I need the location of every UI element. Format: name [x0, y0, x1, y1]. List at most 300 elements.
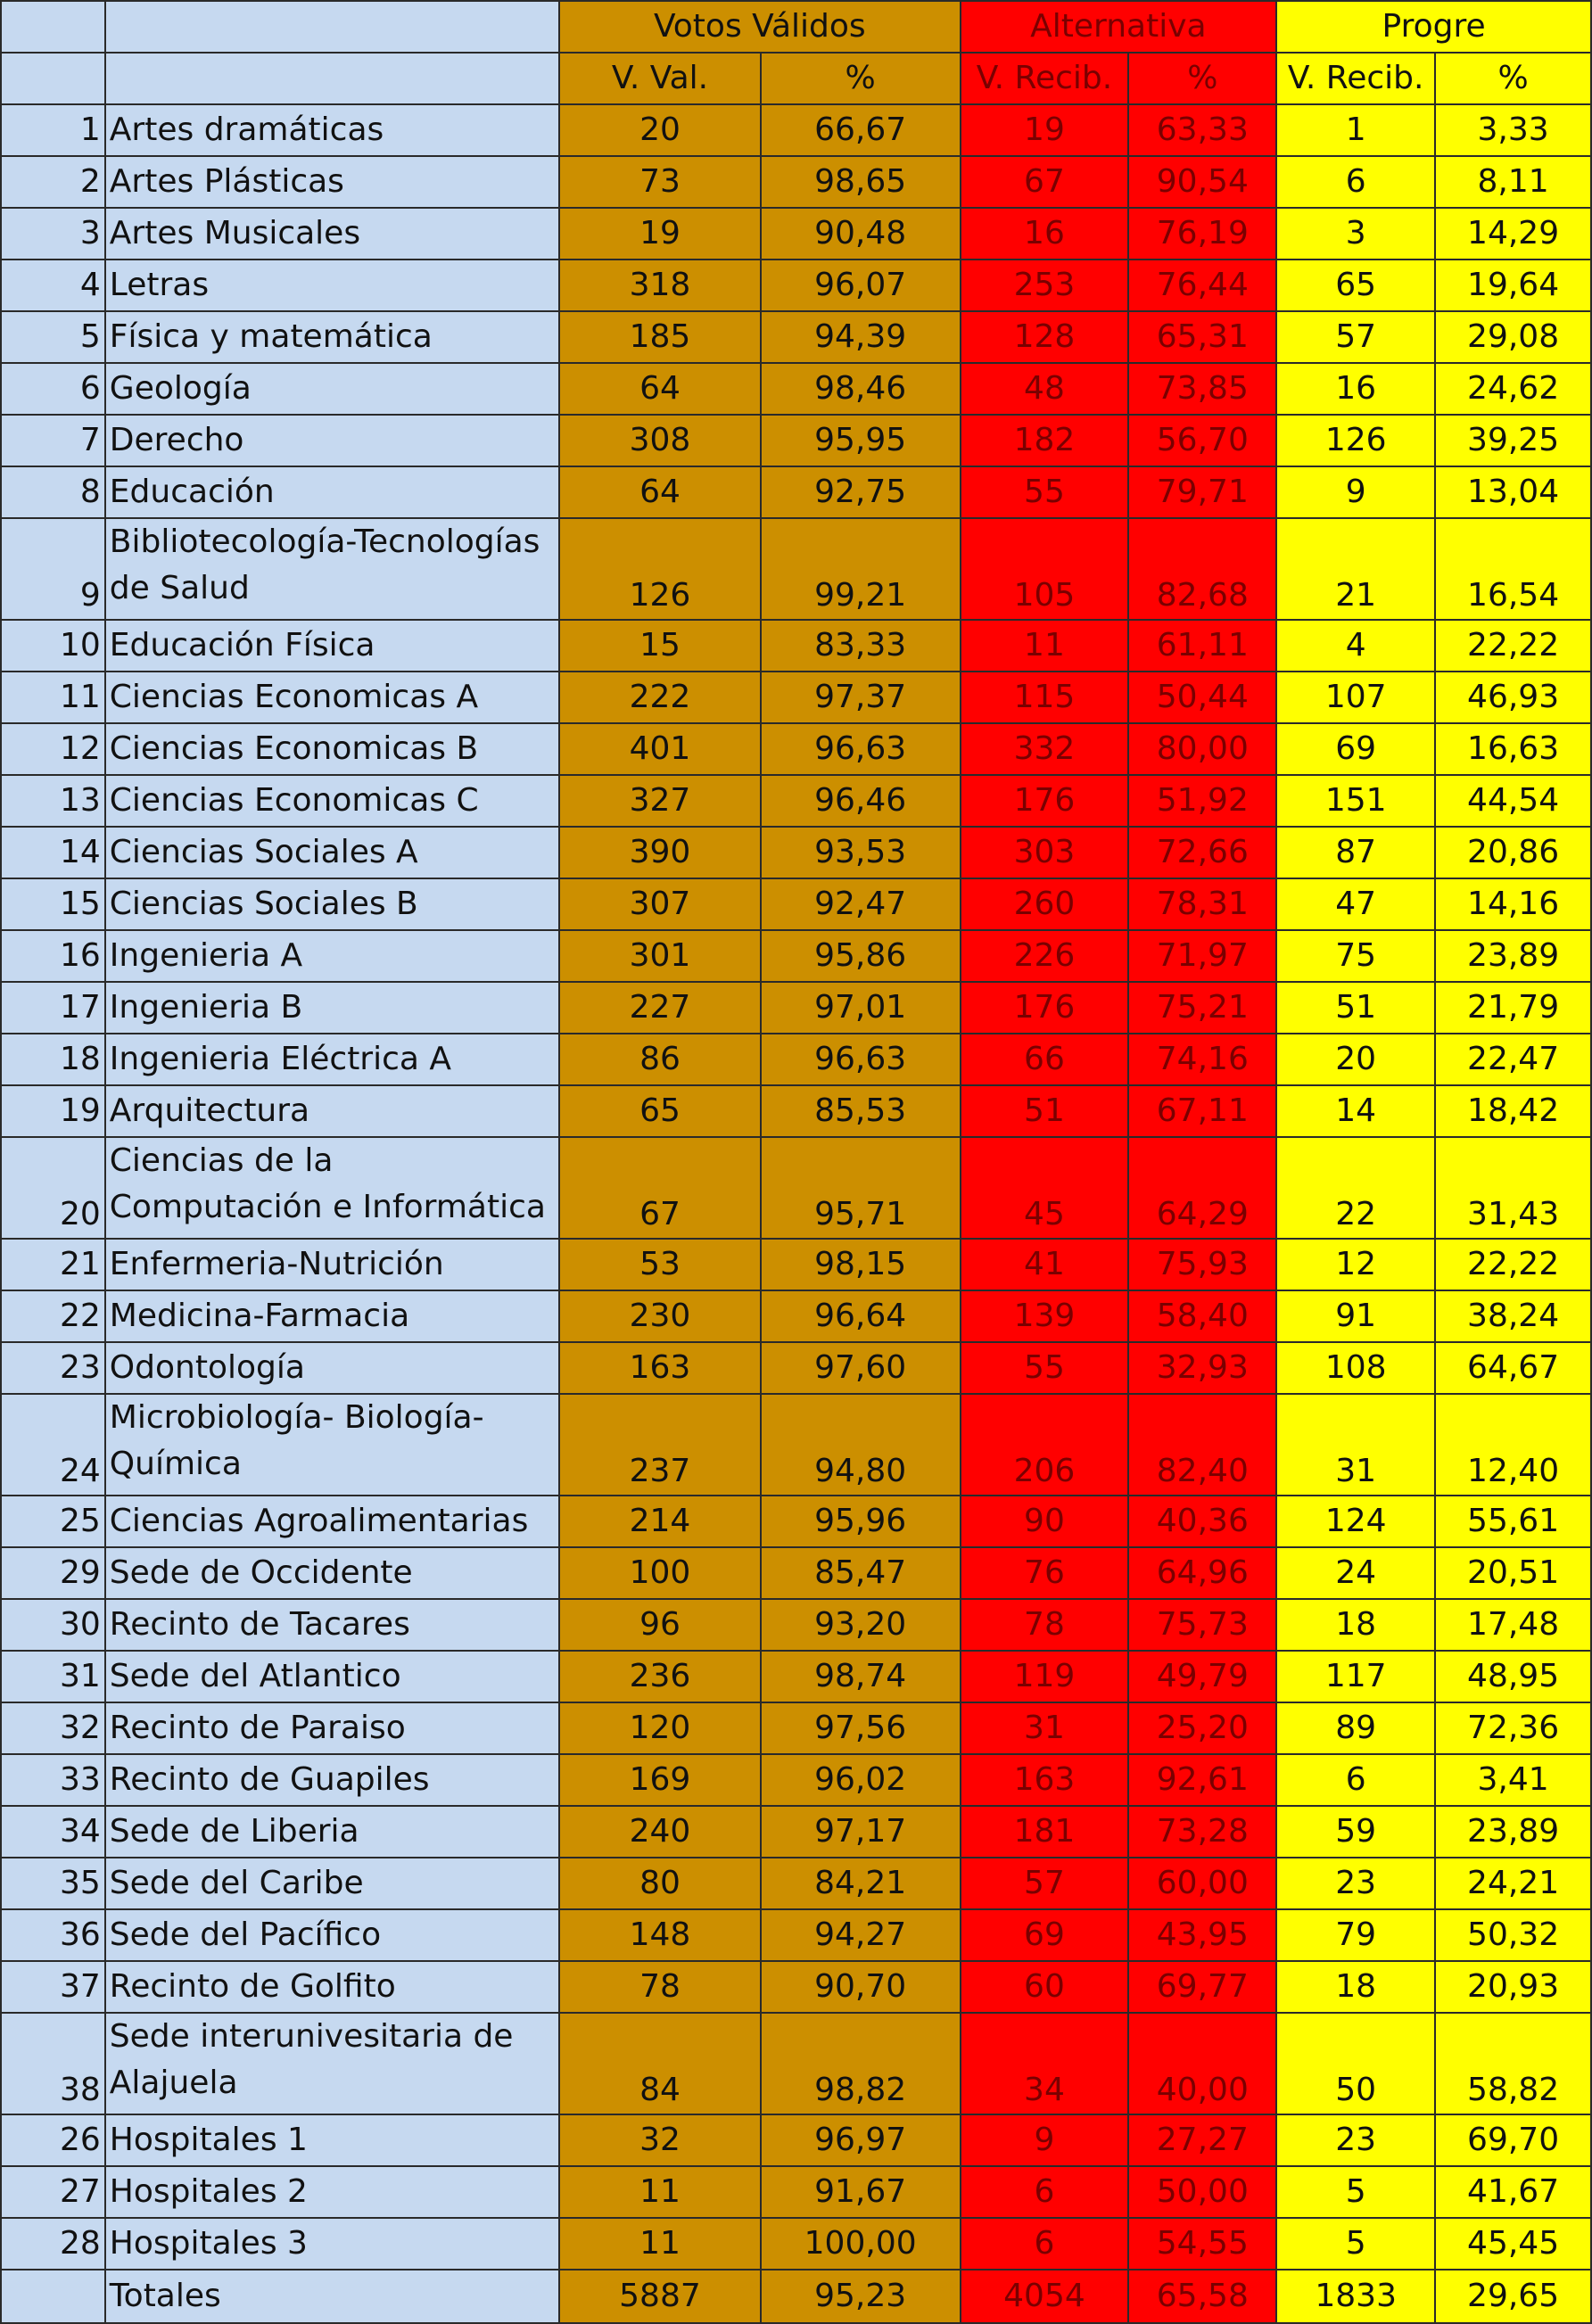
alternativa-pct-cell[interactable]: 32,93 [1128, 1342, 1276, 1394]
totals-alternativa-pct-cell[interactable]: 65,58 [1128, 2270, 1276, 2323]
progre-recib-cell[interactable]: 57 [1276, 311, 1435, 363]
row-number-cell[interactable]: 25 [1, 1496, 105, 1547]
alternativa-recib-cell[interactable]: 78 [961, 1599, 1129, 1651]
totals-votos-validos-cell[interactable]: 5887 [559, 2270, 761, 2323]
progre-recib-cell[interactable]: 107 [1276, 672, 1435, 723]
alternativa-pct-cell[interactable]: 51,92 [1128, 775, 1276, 827]
votos-validos-pct-cell[interactable]: 96,64 [761, 1290, 961, 1342]
votos-validos-cell[interactable]: 227 [559, 982, 761, 1034]
faculty-name-cell[interactable]: Sede del Pacífico [105, 1909, 559, 1961]
alternativa-recib-cell[interactable]: 139 [961, 1290, 1129, 1342]
progre-pct-cell[interactable]: 24,21 [1435, 1858, 1591, 1909]
progre-recib-cell[interactable]: 9 [1276, 466, 1435, 518]
faculty-name-cell[interactable]: Recinto de Paraiso [105, 1702, 559, 1754]
alternativa-recib-cell[interactable]: 57 [961, 1858, 1129, 1909]
alternativa-recib-cell[interactable]: 11 [961, 620, 1129, 672]
progre-pct-cell[interactable]: 20,93 [1435, 1961, 1591, 2013]
progre-recib-cell[interactable]: 65 [1276, 260, 1435, 311]
row-number-cell[interactable]: 35 [1, 1858, 105, 1909]
alternativa-recib-cell[interactable]: 45 [961, 1137, 1129, 1239]
row-number-cell[interactable]: 6 [1, 363, 105, 415]
faculty-name-cell[interactable]: Arquitectura [105, 1085, 559, 1137]
progre-recib-cell[interactable]: 47 [1276, 878, 1435, 930]
progre-recib-cell[interactable]: 5 [1276, 2218, 1435, 2270]
alternativa-pct-cell[interactable]: 73,85 [1128, 363, 1276, 415]
votos-validos-cell[interactable]: 230 [559, 1290, 761, 1342]
row-number-cell[interactable]: 2 [1, 156, 105, 208]
row-number-cell[interactable]: 36 [1, 1909, 105, 1961]
alternativa-pct-cell[interactable]: 67,11 [1128, 1085, 1276, 1137]
progre-recib-cell[interactable]: 4 [1276, 620, 1435, 672]
totals-alternativa-recib-cell[interactable]: 4054 [961, 2270, 1129, 2323]
alternativa-recib-cell[interactable]: 60 [961, 1961, 1129, 2013]
faculty-name-cell[interactable]: Recinto de Guapiles [105, 1754, 559, 1806]
faculty-name-cell[interactable]: Derecho [105, 415, 559, 466]
header-corner-cell[interactable] [1, 1, 105, 53]
alternativa-recib-cell[interactable]: 16 [961, 208, 1129, 260]
alternativa-pct-cell[interactable]: 27,27 [1128, 2114, 1276, 2166]
progre-pct-cell[interactable]: 22,22 [1435, 1239, 1591, 1290]
votos-validos-pct-cell[interactable]: 98,46 [761, 363, 961, 415]
votos-validos-pct-cell[interactable]: 94,39 [761, 311, 961, 363]
faculty-name-cell[interactable]: Odontología [105, 1342, 559, 1394]
votos-validos-pct-cell[interactable]: 98,74 [761, 1651, 961, 1702]
votos-validos-cell[interactable]: 148 [559, 1909, 761, 1961]
votos-validos-pct-cell[interactable]: 95,86 [761, 930, 961, 982]
votos-validos-pct-cell[interactable]: 83,33 [761, 620, 961, 672]
votos-validos-pct-cell[interactable]: 98,15 [761, 1239, 961, 1290]
alternativa-recib-cell[interactable]: 182 [961, 415, 1129, 466]
votos-validos-cell[interactable]: 84 [559, 2013, 761, 2114]
votos-validos-cell[interactable]: 301 [559, 930, 761, 982]
votos-validos-pct-cell[interactable]: 97,56 [761, 1702, 961, 1754]
progre-pct-cell[interactable]: 23,89 [1435, 930, 1591, 982]
row-number-cell[interactable]: 13 [1, 775, 105, 827]
alternativa-recib-cell[interactable]: 115 [961, 672, 1129, 723]
faculty-name-cell[interactable]: Sede de Occidente [105, 1547, 559, 1599]
faculty-name-cell[interactable]: Sede del Caribe [105, 1858, 559, 1909]
alternativa-pct-cell[interactable]: 40,36 [1128, 1496, 1276, 1547]
alternativa-pct-cell[interactable]: 82,40 [1128, 1394, 1276, 1496]
row-number-cell[interactable]: 33 [1, 1754, 105, 1806]
progre-recib-cell[interactable]: 3 [1276, 208, 1435, 260]
row-number-cell[interactable]: 26 [1, 2114, 105, 2166]
alternativa-pct-cell[interactable]: 75,73 [1128, 1599, 1276, 1651]
progre-recib-cell[interactable]: 18 [1276, 1599, 1435, 1651]
alternativa-pct-cell[interactable]: 78,31 [1128, 878, 1276, 930]
row-number-cell[interactable]: 34 [1, 1806, 105, 1858]
progre-recib-cell[interactable]: 23 [1276, 2114, 1435, 2166]
alternativa-recib-cell[interactable]: 176 [961, 982, 1129, 1034]
progre-pct-cell[interactable]: 69,70 [1435, 2114, 1591, 2166]
row-number-cell[interactable]: 10 [1, 620, 105, 672]
alternativa-pct-cell[interactable]: 43,95 [1128, 1909, 1276, 1961]
progre-pct-cell[interactable]: 14,16 [1435, 878, 1591, 930]
votos-validos-cell[interactable]: 67 [559, 1137, 761, 1239]
alternativa-recib-cell[interactable]: 34 [961, 2013, 1129, 2114]
totals-blank-cell[interactable] [1, 2270, 105, 2323]
alternativa-recib-cell[interactable]: 303 [961, 827, 1129, 878]
alternativa-pct-cell[interactable]: 64,96 [1128, 1547, 1276, 1599]
progre-pct-cell[interactable]: 3,41 [1435, 1754, 1591, 1806]
alternativa-recib-cell[interactable]: 6 [961, 2166, 1129, 2218]
progre-pct-cell[interactable]: 38,24 [1435, 1290, 1591, 1342]
row-number-cell[interactable]: 37 [1, 1961, 105, 2013]
alternativa-recib-cell[interactable]: 226 [961, 930, 1129, 982]
votos-validos-pct-cell[interactable]: 90,48 [761, 208, 961, 260]
progre-pct-cell[interactable]: 44,54 [1435, 775, 1591, 827]
votos-validos-cell[interactable]: 214 [559, 1496, 761, 1547]
progre-recib-cell[interactable]: 75 [1276, 930, 1435, 982]
header-alternativa[interactable]: Alternativa [961, 1, 1277, 53]
votos-validos-pct-cell[interactable]: 97,37 [761, 672, 961, 723]
row-number-cell[interactable]: 17 [1, 982, 105, 1034]
votos-validos-cell[interactable]: 96 [559, 1599, 761, 1651]
progre-pct-cell[interactable]: 31,43 [1435, 1137, 1591, 1239]
alternativa-pct-cell[interactable]: 40,00 [1128, 2013, 1276, 2114]
alternativa-pct-cell[interactable]: 90,54 [1128, 156, 1276, 208]
progre-pct-cell[interactable]: 50,32 [1435, 1909, 1591, 1961]
votos-validos-pct-cell[interactable]: 92,47 [761, 878, 961, 930]
votos-validos-pct-cell[interactable]: 85,47 [761, 1547, 961, 1599]
alternativa-pct-cell[interactable]: 80,00 [1128, 723, 1276, 775]
votos-validos-pct-cell[interactable]: 95,71 [761, 1137, 961, 1239]
row-number-cell[interactable]: 12 [1, 723, 105, 775]
faculty-name-cell[interactable]: Hospitales 1 [105, 2114, 559, 2166]
faculty-name-cell[interactable]: Ingenieria Eléctrica A [105, 1034, 559, 1085]
alternativa-recib-cell[interactable]: 163 [961, 1754, 1129, 1806]
alternativa-recib-cell[interactable]: 181 [961, 1806, 1129, 1858]
votos-validos-cell[interactable]: 73 [559, 156, 761, 208]
votos-validos-cell[interactable]: 86 [559, 1034, 761, 1085]
votos-validos-pct-cell[interactable]: 95,95 [761, 415, 961, 466]
progre-pct-cell[interactable]: 18,42 [1435, 1085, 1591, 1137]
faculty-name-cell[interactable]: Sede interunivesitaria de Alajuela [105, 2013, 559, 2114]
alternativa-pct-cell[interactable]: 61,11 [1128, 620, 1276, 672]
votos-validos-cell[interactable]: 327 [559, 775, 761, 827]
header-progre[interactable]: Progre [1276, 1, 1591, 53]
progre-recib-cell[interactable]: 69 [1276, 723, 1435, 775]
votos-validos-pct-cell[interactable]: 99,21 [761, 518, 961, 620]
subheader-v-val[interactable]: V. Val. [559, 53, 761, 104]
votos-validos-pct-cell[interactable]: 97,60 [761, 1342, 961, 1394]
subheader-alt-recib[interactable]: V. Recib. [961, 53, 1129, 104]
votos-validos-pct-cell[interactable]: 93,20 [761, 1599, 961, 1651]
faculty-name-cell[interactable]: Ciencias Economicas C [105, 775, 559, 827]
alternativa-recib-cell[interactable]: 119 [961, 1651, 1129, 1702]
alternativa-pct-cell[interactable]: 56,70 [1128, 415, 1276, 466]
progre-pct-cell[interactable]: 29,08 [1435, 311, 1591, 363]
progre-recib-cell[interactable]: 31 [1276, 1394, 1435, 1496]
votos-validos-cell[interactable]: 236 [559, 1651, 761, 1702]
progre-pct-cell[interactable]: 58,82 [1435, 2013, 1591, 2114]
votos-validos-pct-cell[interactable]: 96,63 [761, 723, 961, 775]
faculty-name-cell[interactable]: Educación [105, 466, 559, 518]
votos-validos-cell[interactable]: 15 [559, 620, 761, 672]
row-number-cell[interactable]: 30 [1, 1599, 105, 1651]
faculty-name-cell[interactable]: Microbiología- Biología-Química [105, 1394, 559, 1496]
progre-recib-cell[interactable]: 24 [1276, 1547, 1435, 1599]
votos-validos-cell[interactable]: 318 [559, 260, 761, 311]
subheader-blank-cell[interactable] [105, 53, 559, 104]
progre-pct-cell[interactable]: 24,62 [1435, 363, 1591, 415]
subheader-alt-pct[interactable]: % [1128, 53, 1276, 104]
faculty-name-cell[interactable]: Ciencias Economicas A [105, 672, 559, 723]
votos-validos-pct-cell[interactable]: 96,46 [761, 775, 961, 827]
alternativa-recib-cell[interactable]: 260 [961, 878, 1129, 930]
row-number-cell[interactable]: 11 [1, 672, 105, 723]
alternativa-recib-cell[interactable]: 55 [961, 466, 1129, 518]
votos-validos-cell[interactable]: 11 [559, 2166, 761, 2218]
alternativa-pct-cell[interactable]: 74,16 [1128, 1034, 1276, 1085]
row-number-cell[interactable]: 1 [1, 104, 105, 156]
progre-pct-cell[interactable]: 3,33 [1435, 104, 1591, 156]
votos-validos-cell[interactable]: 237 [559, 1394, 761, 1496]
progre-pct-cell[interactable]: 19,64 [1435, 260, 1591, 311]
alternativa-recib-cell[interactable]: 55 [961, 1342, 1129, 1394]
progre-pct-cell[interactable]: 64,67 [1435, 1342, 1591, 1394]
progre-recib-cell[interactable]: 21 [1276, 518, 1435, 620]
faculty-name-cell[interactable]: Ciencias de la Computación e Informática [105, 1137, 559, 1239]
faculty-name-cell[interactable]: Hospitales 3 [105, 2218, 559, 2270]
alternativa-recib-cell[interactable]: 51 [961, 1085, 1129, 1137]
votos-validos-pct-cell[interactable]: 85,53 [761, 1085, 961, 1137]
alternativa-pct-cell[interactable]: 50,00 [1128, 2166, 1276, 2218]
faculty-name-cell[interactable]: Ciencias Agroalimentarias [105, 1496, 559, 1547]
progre-recib-cell[interactable]: 79 [1276, 1909, 1435, 1961]
progre-recib-cell[interactable]: 20 [1276, 1034, 1435, 1085]
row-number-cell[interactable]: 3 [1, 208, 105, 260]
votos-validos-cell[interactable]: 240 [559, 1806, 761, 1858]
alternativa-recib-cell[interactable]: 31 [961, 1702, 1129, 1754]
alternativa-recib-cell[interactable]: 48 [961, 363, 1129, 415]
header-votos-validos[interactable]: Votos Válidos [559, 1, 960, 53]
progre-pct-cell[interactable]: 48,95 [1435, 1651, 1591, 1702]
alternativa-pct-cell[interactable]: 72,66 [1128, 827, 1276, 878]
progre-recib-cell[interactable]: 117 [1276, 1651, 1435, 1702]
row-number-cell[interactable]: 38 [1, 2013, 105, 2114]
votos-validos-cell[interactable]: 390 [559, 827, 761, 878]
votos-validos-pct-cell[interactable]: 97,17 [761, 1806, 961, 1858]
progre-pct-cell[interactable]: 16,63 [1435, 723, 1591, 775]
faculty-name-cell[interactable]: Ingenieria A [105, 930, 559, 982]
votos-validos-cell[interactable]: 53 [559, 1239, 761, 1290]
votos-validos-pct-cell[interactable]: 90,70 [761, 1961, 961, 2013]
row-number-cell[interactable]: 27 [1, 2166, 105, 2218]
votos-validos-cell[interactable]: 185 [559, 311, 761, 363]
faculty-name-cell[interactable]: Recinto de Golfito [105, 1961, 559, 2013]
progre-recib-cell[interactable]: 18 [1276, 1961, 1435, 2013]
progre-recib-cell[interactable]: 91 [1276, 1290, 1435, 1342]
row-number-cell[interactable]: 14 [1, 827, 105, 878]
alternativa-pct-cell[interactable]: 54,55 [1128, 2218, 1276, 2270]
faculty-name-cell[interactable]: Ciencias Sociales A [105, 827, 559, 878]
alternativa-pct-cell[interactable]: 65,31 [1128, 311, 1276, 363]
progre-pct-cell[interactable]: 46,93 [1435, 672, 1591, 723]
progre-pct-cell[interactable]: 16,54 [1435, 518, 1591, 620]
alternativa-recib-cell[interactable]: 69 [961, 1909, 1129, 1961]
row-number-cell[interactable]: 22 [1, 1290, 105, 1342]
progre-pct-cell[interactable]: 21,79 [1435, 982, 1591, 1034]
alternativa-recib-cell[interactable]: 332 [961, 723, 1129, 775]
alternativa-pct-cell[interactable]: 50,44 [1128, 672, 1276, 723]
row-number-cell[interactable]: 28 [1, 2218, 105, 2270]
votos-validos-cell[interactable]: 78 [559, 1961, 761, 2013]
alternativa-pct-cell[interactable]: 63,33 [1128, 104, 1276, 156]
faculty-name-cell[interactable]: Ciencias Sociales B [105, 878, 559, 930]
totals-votos-validos-pct-cell[interactable]: 95,23 [761, 2270, 961, 2323]
votos-validos-pct-cell[interactable]: 98,65 [761, 156, 961, 208]
totals-label-cell[interactable]: Totales [105, 2270, 559, 2323]
faculty-name-cell[interactable]: Artes dramáticas [105, 104, 559, 156]
progre-pct-cell[interactable]: 72,36 [1435, 1702, 1591, 1754]
subheader-corner-cell[interactable] [1, 53, 105, 104]
faculty-name-cell[interactable]: Enfermeria-Nutrición [105, 1239, 559, 1290]
votos-validos-cell[interactable]: 163 [559, 1342, 761, 1394]
row-number-cell[interactable]: 18 [1, 1034, 105, 1085]
progre-pct-cell[interactable]: 8,11 [1435, 156, 1591, 208]
progre-recib-cell[interactable]: 6 [1276, 156, 1435, 208]
progre-pct-cell[interactable]: 39,25 [1435, 415, 1591, 466]
faculty-name-cell[interactable]: Artes Plásticas [105, 156, 559, 208]
progre-recib-cell[interactable]: 126 [1276, 415, 1435, 466]
votos-validos-pct-cell[interactable]: 91,67 [761, 2166, 961, 2218]
alternativa-recib-cell[interactable]: 176 [961, 775, 1129, 827]
faculty-name-cell[interactable]: Sede de Liberia [105, 1806, 559, 1858]
row-number-cell[interactable]: 7 [1, 415, 105, 466]
alternativa-pct-cell[interactable]: 92,61 [1128, 1754, 1276, 1806]
votos-validos-pct-cell[interactable]: 92,75 [761, 466, 961, 518]
row-number-cell[interactable]: 8 [1, 466, 105, 518]
alternativa-recib-cell[interactable]: 41 [961, 1239, 1129, 1290]
row-number-cell[interactable]: 4 [1, 260, 105, 311]
progre-pct-cell[interactable]: 20,51 [1435, 1547, 1591, 1599]
votos-validos-cell[interactable]: 80 [559, 1858, 761, 1909]
progre-pct-cell[interactable]: 14,29 [1435, 208, 1591, 260]
progre-pct-cell[interactable]: 12,40 [1435, 1394, 1591, 1496]
alternativa-pct-cell[interactable]: 75,21 [1128, 982, 1276, 1034]
votos-validos-pct-cell[interactable]: 94,27 [761, 1909, 961, 1961]
faculty-name-cell[interactable]: Ciencias Economicas B [105, 723, 559, 775]
progre-recib-cell[interactable]: 5 [1276, 2166, 1435, 2218]
votos-validos-pct-cell[interactable]: 66,67 [761, 104, 961, 156]
progre-pct-cell[interactable]: 13,04 [1435, 466, 1591, 518]
votos-validos-cell[interactable]: 65 [559, 1085, 761, 1137]
progre-recib-cell[interactable]: 108 [1276, 1342, 1435, 1394]
alternativa-pct-cell[interactable]: 79,71 [1128, 466, 1276, 518]
subheader-votos-pct[interactable]: % [761, 53, 961, 104]
alternativa-pct-cell[interactable]: 76,44 [1128, 260, 1276, 311]
progre-recib-cell[interactable]: 59 [1276, 1806, 1435, 1858]
row-number-cell[interactable]: 29 [1, 1547, 105, 1599]
votos-validos-pct-cell[interactable]: 96,07 [761, 260, 961, 311]
header-blank-cell[interactable] [105, 1, 559, 53]
alternativa-recib-cell[interactable]: 105 [961, 518, 1129, 620]
alternativa-pct-cell[interactable]: 64,29 [1128, 1137, 1276, 1239]
votos-validos-cell[interactable]: 20 [559, 104, 761, 156]
alternativa-pct-cell[interactable]: 82,68 [1128, 518, 1276, 620]
faculty-name-cell[interactable]: Medicina-Farmacia [105, 1290, 559, 1342]
faculty-name-cell[interactable]: Artes Musicales [105, 208, 559, 260]
votos-validos-cell[interactable]: 64 [559, 363, 761, 415]
totals-progre-pct-cell[interactable]: 29,65 [1435, 2270, 1591, 2323]
progre-recib-cell[interactable]: 151 [1276, 775, 1435, 827]
faculty-name-cell[interactable]: Sede del Atlantico [105, 1651, 559, 1702]
votos-validos-pct-cell[interactable]: 96,97 [761, 2114, 961, 2166]
faculty-name-cell[interactable]: Letras [105, 260, 559, 311]
votos-validos-cell[interactable]: 11 [559, 2218, 761, 2270]
votos-validos-pct-cell[interactable]: 93,53 [761, 827, 961, 878]
alternativa-recib-cell[interactable]: 76 [961, 1547, 1129, 1599]
alternativa-recib-cell[interactable]: 206 [961, 1394, 1129, 1496]
alternativa-recib-cell[interactable]: 9 [961, 2114, 1129, 2166]
row-number-cell[interactable]: 16 [1, 930, 105, 982]
votos-validos-pct-cell[interactable]: 84,21 [761, 1858, 961, 1909]
progre-recib-cell[interactable]: 51 [1276, 982, 1435, 1034]
row-number-cell[interactable]: 23 [1, 1342, 105, 1394]
alternativa-pct-cell[interactable]: 75,93 [1128, 1239, 1276, 1290]
votos-validos-pct-cell[interactable]: 98,82 [761, 2013, 961, 2114]
row-number-cell[interactable]: 9 [1, 518, 105, 620]
votos-validos-pct-cell[interactable]: 97,01 [761, 982, 961, 1034]
votos-validos-cell[interactable]: 126 [559, 518, 761, 620]
row-number-cell[interactable]: 5 [1, 311, 105, 363]
alternativa-pct-cell[interactable]: 76,19 [1128, 208, 1276, 260]
progre-recib-cell[interactable]: 89 [1276, 1702, 1435, 1754]
votos-validos-pct-cell[interactable]: 96,02 [761, 1754, 961, 1806]
alternativa-pct-cell[interactable]: 25,20 [1128, 1702, 1276, 1754]
alternativa-pct-cell[interactable]: 69,77 [1128, 1961, 1276, 2013]
progre-pct-cell[interactable]: 22,22 [1435, 620, 1591, 672]
progre-recib-cell[interactable]: 14 [1276, 1085, 1435, 1137]
progre-pct-cell[interactable]: 17,48 [1435, 1599, 1591, 1651]
alternativa-recib-cell[interactable]: 128 [961, 311, 1129, 363]
progre-recib-cell[interactable]: 124 [1276, 1496, 1435, 1547]
votos-validos-cell[interactable]: 307 [559, 878, 761, 930]
progre-pct-cell[interactable]: 20,86 [1435, 827, 1591, 878]
votos-validos-cell[interactable]: 100 [559, 1547, 761, 1599]
votos-validos-cell[interactable]: 222 [559, 672, 761, 723]
alternativa-pct-cell[interactable]: 58,40 [1128, 1290, 1276, 1342]
row-number-cell[interactable]: 20 [1, 1137, 105, 1239]
faculty-name-cell[interactable]: Bibliotecología-Tecnologías de Salud [105, 518, 559, 620]
faculty-name-cell[interactable]: Física y matemática [105, 311, 559, 363]
votos-validos-cell[interactable]: 32 [559, 2114, 761, 2166]
votos-validos-cell[interactable]: 19 [559, 208, 761, 260]
progre-pct-cell[interactable]: 23,89 [1435, 1806, 1591, 1858]
alternativa-recib-cell[interactable]: 66 [961, 1034, 1129, 1085]
votos-validos-cell[interactable]: 308 [559, 415, 761, 466]
row-number-cell[interactable]: 21 [1, 1239, 105, 1290]
totals-progre-recib-cell[interactable]: 1833 [1276, 2270, 1435, 2323]
alternativa-recib-cell[interactable]: 67 [961, 156, 1129, 208]
alternativa-recib-cell[interactable]: 6 [961, 2218, 1129, 2270]
row-number-cell[interactable]: 24 [1, 1394, 105, 1496]
subheader-prog-recib[interactable]: V. Recib. [1276, 53, 1435, 104]
progre-recib-cell[interactable]: 12 [1276, 1239, 1435, 1290]
progre-recib-cell[interactable]: 22 [1276, 1137, 1435, 1239]
progre-recib-cell[interactable]: 50 [1276, 2013, 1435, 2114]
alternativa-recib-cell[interactable]: 19 [961, 104, 1129, 156]
votos-validos-pct-cell[interactable]: 95,96 [761, 1496, 961, 1547]
votos-validos-pct-cell[interactable]: 96,63 [761, 1034, 961, 1085]
progre-pct-cell[interactable]: 41,67 [1435, 2166, 1591, 2218]
faculty-name-cell[interactable]: Geología [105, 363, 559, 415]
faculty-name-cell[interactable]: Hospitales 2 [105, 2166, 559, 2218]
faculty-name-cell[interactable]: Educación Física [105, 620, 559, 672]
votos-validos-cell[interactable]: 169 [559, 1754, 761, 1806]
progre-pct-cell[interactable]: 55,61 [1435, 1496, 1591, 1547]
